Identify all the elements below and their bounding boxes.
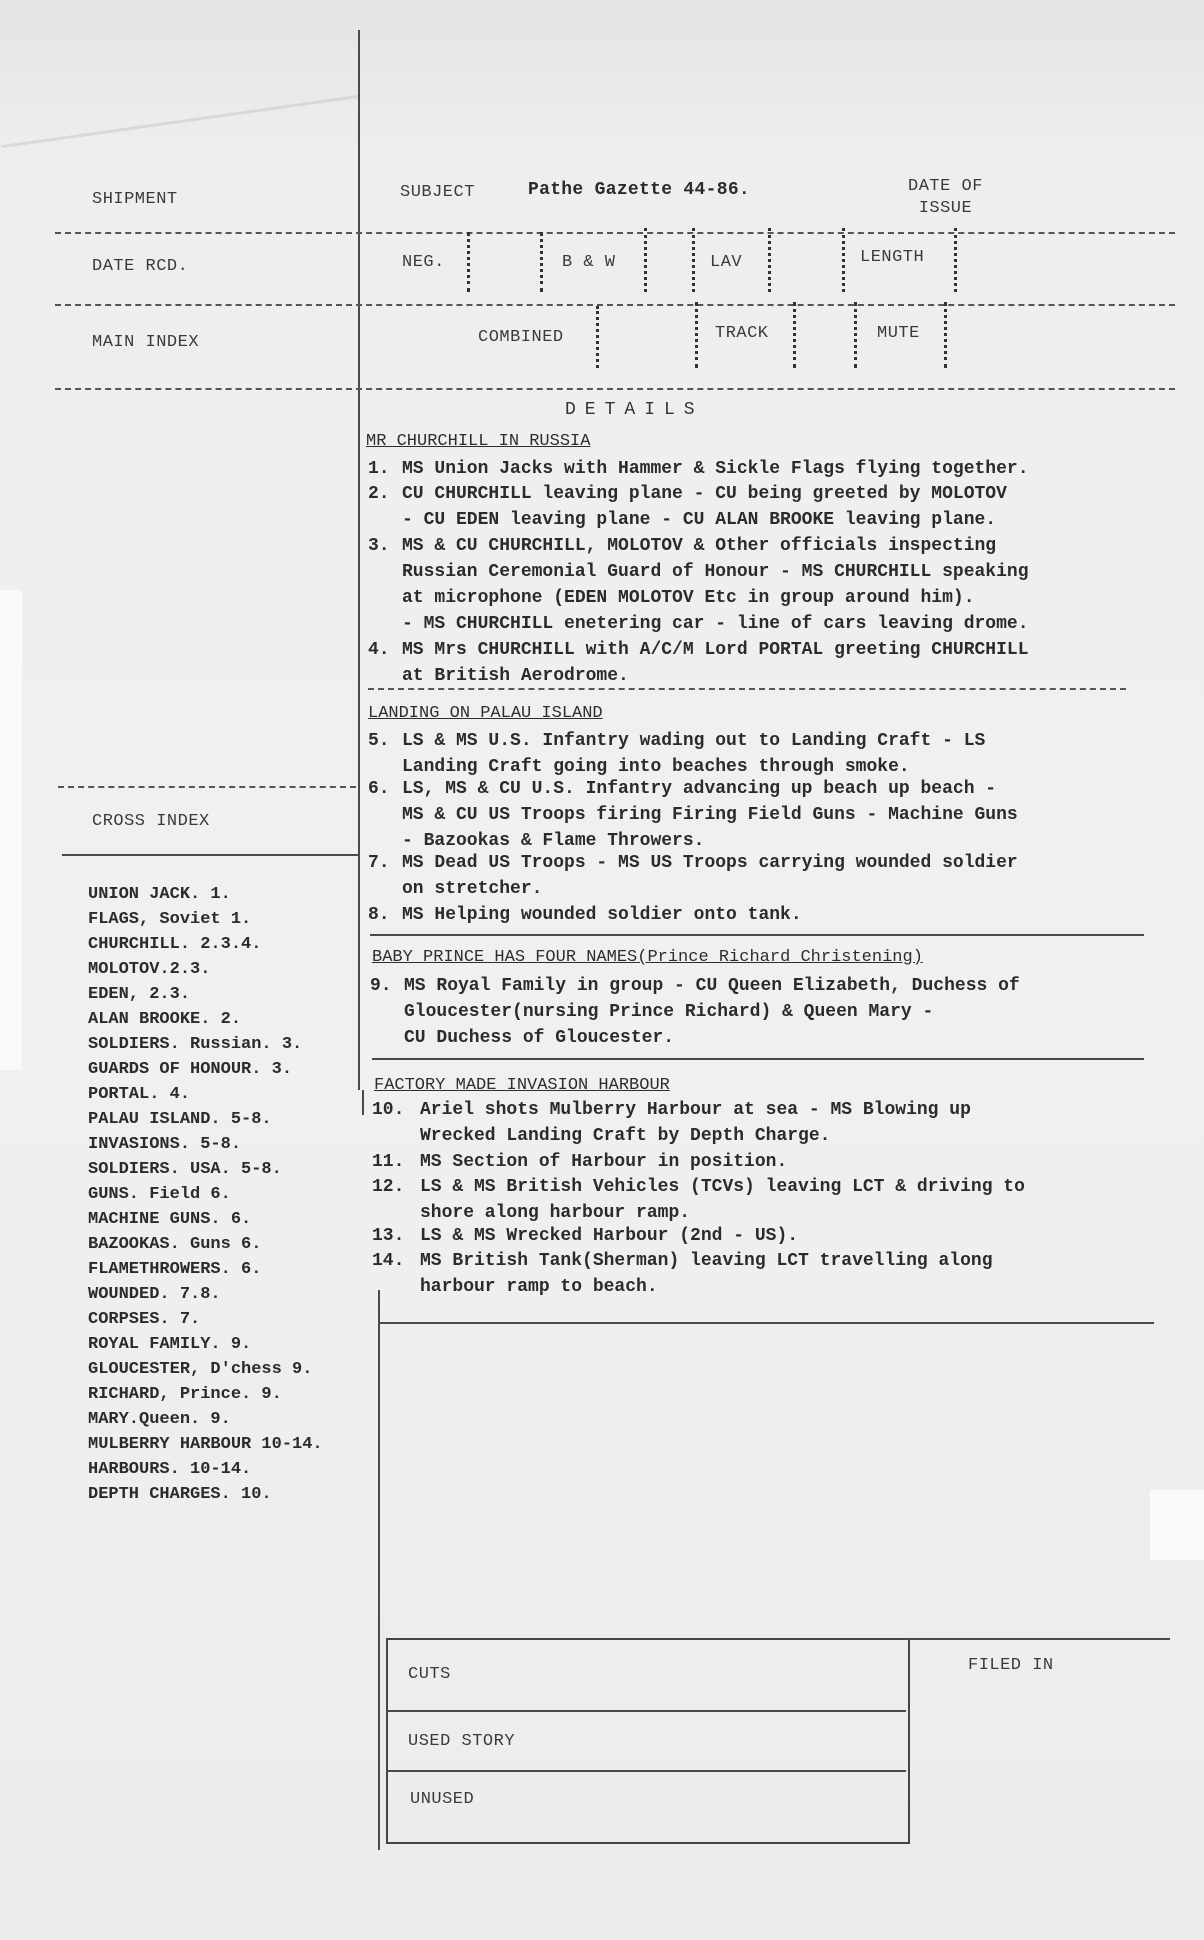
section-heading-harbour: FACTORY MADE INVASION HARBOUR bbox=[374, 1076, 670, 1095]
footer-left-divider bbox=[378, 1290, 380, 1850]
column-separator bbox=[954, 228, 957, 292]
cross-index-entry: UNION JACK. 1. bbox=[88, 885, 231, 904]
cross-index-entry: ROYAL FAMILY. 9. bbox=[88, 1335, 252, 1354]
cross-index-entry: MULBERRY HARBOUR 10-14. bbox=[88, 1435, 323, 1454]
cross-index-entry: GUNS. Field 6. bbox=[88, 1185, 231, 1204]
column-separator bbox=[467, 232, 470, 292]
column-separator bbox=[596, 306, 599, 368]
detail-item-3: 3. MS & CU CHURCHILL, MOLOTOV & Other officials inspecting Russian Ceremonial Guard of Honour - MS CHURCHILL speaking at microphone (EDEN MOLOTOV Etc in group around him). - MS CHURCHILL enetering car - line of cars leaving drome. bbox=[368, 536, 1029, 634]
cuts-label: CUTS bbox=[408, 1665, 451, 1684]
combined-label: COMBINED bbox=[478, 328, 564, 347]
bw-label: B & W bbox=[562, 253, 616, 272]
detail-item-2: 2. CU CHURCHILL leaving plane - CU being greeted by MOLOTOV - CU EDEN leaving plane - CU ALAN BROOKE leaving plane. bbox=[368, 484, 1007, 530]
lav-label: LAV bbox=[710, 253, 743, 272]
cross-index-entry: INVASIONS. 5-8. bbox=[88, 1135, 242, 1154]
cross-index-rule-top bbox=[58, 786, 356, 788]
details-title: DETAILS bbox=[565, 400, 704, 420]
column-separator bbox=[644, 228, 647, 292]
detail-item-13: 13. LS & MS Wrecked Harbour (2nd - US). bbox=[372, 1226, 799, 1246]
cross-index-entry: SOLDIERS. USA. 5-8. bbox=[88, 1160, 282, 1179]
column-separator bbox=[695, 302, 698, 368]
subject-label: SUBJECT bbox=[400, 183, 475, 202]
column-separator bbox=[854, 302, 857, 368]
detail-item-1: 1. MS Union Jacks with Hammer & Sickle Flags flying together. bbox=[368, 459, 1029, 479]
detail-item-9: 9. MS Royal Family in group - CU Queen Elizabeth, Duchess of Gloucester(nursing Prince Richard) & Queen Mary - CU Duchess of Gloucester. bbox=[370, 976, 1020, 1048]
paper-crease bbox=[2, 95, 359, 148]
cross-index-entry: CHURCHILL. 2.3.4. bbox=[88, 935, 262, 954]
header-rule-3 bbox=[55, 388, 1175, 390]
footer-row-divider bbox=[386, 1770, 906, 1772]
footer-rule bbox=[906, 1638, 1170, 1640]
date-of-issue-label: DATE OF ISSUE bbox=[908, 177, 983, 218]
cross-index-entry: MOLOTOV.2.3. bbox=[88, 960, 211, 979]
section-divider bbox=[368, 688, 1126, 690]
cross-index-entry: FLAMETHROWERS. 6. bbox=[88, 1260, 262, 1279]
cross-index-entry: GLOUCESTER, D'chess 9. bbox=[88, 1360, 313, 1379]
cross-index-entry: WOUNDED. 7.8. bbox=[88, 1285, 221, 1304]
cross-index-entry: ALAN BROOKE. 2. bbox=[88, 1010, 242, 1029]
left-column-divider bbox=[358, 30, 360, 1090]
footer-row-divider bbox=[386, 1710, 906, 1712]
section-heading-churchill: MR CHURCHILL IN RUSSIA bbox=[366, 432, 591, 451]
track-label: TRACK bbox=[715, 324, 769, 343]
detail-item-14: 14. MS British Tank(Sherman) leaving LCT travelling along harbour ramp to beach. bbox=[372, 1251, 993, 1297]
header-rule-2 bbox=[55, 304, 1175, 306]
main-index-label: MAIN INDEX bbox=[92, 333, 200, 352]
cross-index-entry: DEPTH CHARGES. 10. bbox=[88, 1485, 272, 1504]
cross-index-entry: MACHINE GUNS. 6. bbox=[88, 1210, 252, 1229]
section-divider bbox=[370, 934, 1144, 936]
column-separator bbox=[793, 302, 796, 368]
left-column-divider-tail bbox=[362, 1090, 364, 1115]
detail-item-11: 11. MS Section of Harbour in position. bbox=[372, 1152, 788, 1172]
cross-index-entry: EDEN, 2.3. bbox=[88, 985, 191, 1004]
cross-index-label: CROSS INDEX bbox=[92, 812, 210, 831]
length-label: LENGTH bbox=[860, 248, 925, 267]
section-divider bbox=[372, 1058, 1144, 1060]
detail-item-4: 4. MS Mrs CHURCHILL with A/C/M Lord PORTAL greeting CHURCHILL at British Aerodrome. bbox=[368, 640, 1029, 686]
detail-item-6: 6. LS, MS & CU U.S. Infantry advancing up beach up beach - MS & CU US Troops firing Firing Field Guns - Machine Guns - Bazookas & Flame Throwers. bbox=[368, 779, 1018, 851]
cross-index-entry: GUARDS OF HONOUR. 3. bbox=[88, 1060, 293, 1079]
used-story-label: USED STORY bbox=[408, 1732, 516, 1751]
detail-item-10: 10. Ariel shots Mulberry Harbour at sea - MS Blowing up Wrecked Landing Craft by Depth Charge. bbox=[372, 1100, 971, 1146]
detail-item-12: 12. LS & MS British Vehicles (TCVs) leaving LCT & driving to shore along harbour ramp. bbox=[372, 1177, 1025, 1223]
neg-label: NEG. bbox=[402, 253, 445, 272]
cross-index-rule bbox=[62, 854, 358, 856]
subject-value: Pathe Gazette 44-86. bbox=[528, 180, 751, 200]
filed-in-label: FILED IN bbox=[968, 1656, 1054, 1675]
cross-index-entry: FLAGS, Soviet 1. bbox=[88, 910, 252, 929]
cross-index-entry: PALAU ISLAND. 5-8. bbox=[88, 1110, 272, 1129]
header-rule-1 bbox=[55, 232, 1175, 234]
section-heading-baby-prince: BABY PRINCE HAS FOUR NAMES(Prince Richard Christening) bbox=[372, 948, 923, 967]
detail-item-5: 5. LS & MS U.S. Infantry wading out to Landing Craft - LS Landing Craft going into beaches through smoke. bbox=[368, 731, 986, 777]
date-rcd-label: DATE RCD. bbox=[92, 257, 189, 276]
detail-item-8: 8. MS Helping wounded soldier onto tank. bbox=[368, 905, 802, 925]
mute-label: MUTE bbox=[877, 324, 920, 343]
cross-index-entry: RICHARD, Prince. 9. bbox=[88, 1385, 282, 1404]
unused-label: UNUSED bbox=[410, 1790, 475, 1809]
column-separator bbox=[768, 228, 771, 292]
cross-index-entry: BAZOOKAS. Guns 6. bbox=[88, 1235, 262, 1254]
column-separator bbox=[540, 232, 543, 292]
cross-index-entry: HARBOURS. 10-14. bbox=[88, 1460, 252, 1479]
detail-item-7: 7. MS Dead US Troops - MS US Troops carrying wounded soldier on stretcher. bbox=[368, 853, 1018, 899]
column-separator bbox=[692, 228, 695, 292]
section-divider bbox=[380, 1322, 1154, 1324]
column-separator bbox=[842, 228, 845, 292]
cross-index-entry: PORTAL. 4. bbox=[88, 1085, 191, 1104]
shipment-label: SHIPMENT bbox=[92, 190, 178, 209]
cross-index-entry: SOLDIERS. Russian. 3. bbox=[88, 1035, 303, 1054]
column-separator bbox=[944, 302, 947, 368]
cross-index-entry: CORPSES. 7. bbox=[88, 1310, 201, 1329]
cross-index-entry: MARY.Queen. 9. bbox=[88, 1410, 231, 1429]
paper-tear bbox=[1150, 1490, 1204, 1560]
section-heading-palau: LANDING ON PALAU ISLAND bbox=[368, 704, 603, 723]
cross-index-list bbox=[88, 882, 323, 1507]
paper-edge-wear bbox=[0, 590, 22, 1070]
